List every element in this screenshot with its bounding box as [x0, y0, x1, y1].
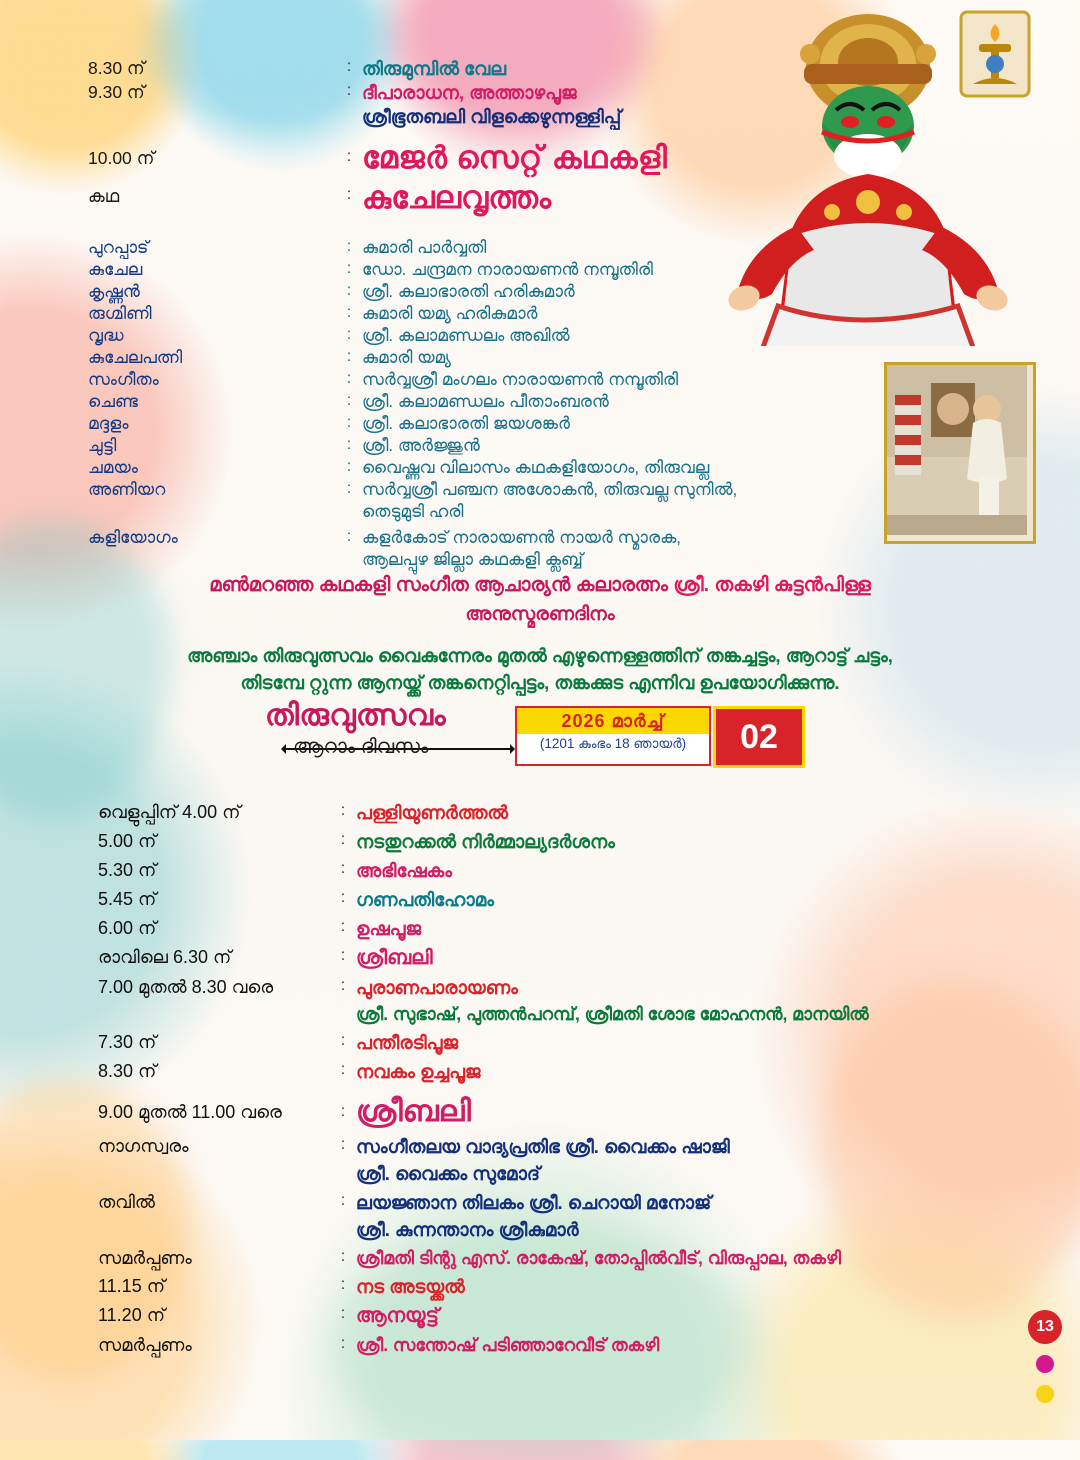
festival-note-line-2: തിടമ്പേ റ്റുന്ന ആനയ്ക്ക് തങ്കനെറ്റിപ്പട്ടം, തങ്കക്കുട എന്നിവ ഉപയോഗിക്കുന്നു.	[240, 672, 840, 693]
schedule-item: അഭിഷേകം	[356, 860, 452, 881]
schedule-item: ദീപാരാധന, അത്താഴപൂജ	[362, 82, 577, 103]
festival-day-banner	[255, 699, 825, 768]
schedule-time: 9.00 മുതൽ 11.00 വരെ	[98, 1101, 282, 1122]
schedule-separator: :	[340, 918, 346, 935]
cast-name: സർവ്വശ്രീ പഞ്ചന അശോകൻ, തിരുവല്ല സുനിൽ,	[362, 480, 738, 499]
schedule-row	[98, 1335, 998, 1356]
day6-schedule-list	[98, 802, 998, 1363]
schedule-sub-item: ശ്രീ. വൈക്കം സുമോദ്	[356, 1163, 540, 1184]
schedule-item: ആനയൂട്ട്	[356, 1305, 439, 1327]
schedule-item: നട അടയ്ക്കൽ	[356, 1276, 465, 1297]
schedule-separator: :	[340, 1248, 346, 1265]
schedule-item: ശ്രീബലി	[356, 1095, 471, 1128]
cast-row	[88, 348, 868, 368]
schedule-item: ഉഷപൂജ	[356, 918, 422, 939]
day-number: 02	[740, 718, 778, 756]
schedule-separator: :	[340, 1305, 346, 1322]
memorial-line-2: അനുസ്മരണദിനം	[465, 604, 615, 625]
cast-separator: :	[346, 326, 352, 343]
schedule-row	[98, 1061, 998, 1083]
schedule-row	[98, 1192, 998, 1214]
cast-separator: :	[346, 480, 352, 497]
schedule-row	[98, 918, 998, 940]
schedule-time: 8.30 ന്	[98, 1061, 157, 1081]
cast-separator: :	[346, 260, 352, 277]
page-number-badge: 13	[1028, 1310, 1062, 1344]
date-box	[515, 706, 711, 766]
cast-role: കൃഷ്ണൻ	[88, 282, 140, 301]
cast-row	[88, 392, 868, 412]
schedule-separator: :	[340, 1032, 346, 1049]
schedule-row	[98, 889, 998, 911]
cast-name: ശ്രീ. കലാഭാരതി ജയശങ്കർ	[362, 414, 570, 433]
cast-role: മദ്ദളം	[88, 414, 129, 433]
cast-role: കളിയോഗം	[88, 528, 178, 547]
festival-note-line-1: അഞ്ചാം തിരുവുത്സവം വൈകുന്നേരം മുതൽ എഴുന്നെള്ളത്തിന് തങ്കച്ചട്ടം, ആറാട്ട് ചട്ടം,	[187, 645, 893, 666]
cast-row	[88, 550, 868, 570]
schedule-separator: :	[340, 1061, 346, 1078]
cast-row	[88, 370, 868, 390]
schedule-item: തിരുമുമ്പിൽ വേല	[362, 58, 507, 79]
schedule-item: ശ്രീഭൂതബലി വിളക്കെഴുന്നള്ളിപ്പ്	[362, 106, 622, 127]
schedule-time: 5.00 ന്	[98, 831, 157, 851]
cast-row	[88, 502, 868, 522]
schedule-item: പുരാണപാരായണം	[356, 977, 518, 998]
cast-name: ശ്രീ. കലാമണ്ഡലം അഖിൽ	[362, 326, 570, 345]
schedule-row	[98, 860, 998, 882]
schedule-separator: :	[340, 947, 346, 964]
nilavilakku-lamp-icon	[955, 6, 1035, 102]
cast-name: ശ്രീ. അർജ്ജുൻ	[362, 436, 480, 455]
schedule-sub-item: ശ്രീ. കുന്നന്താനം ശ്രീകുമാർ	[356, 1219, 579, 1240]
schedule-item: ശ്രീമതി ടിന്റു എസ്. രാകേഷ്, തോപ്പിൽവീട്, വിരുപ്പാല, തകഴി	[356, 1248, 841, 1268]
schedule-separator: :	[340, 889, 346, 906]
schedule-separator: :	[340, 1276, 346, 1293]
cast-separator: :	[346, 348, 352, 365]
cast-name: കുമാരി യമ്യ	[362, 348, 451, 367]
schedule-time: 5.30 ന്	[98, 860, 157, 880]
cast-role: കുചേലപത്നി	[88, 348, 183, 367]
cast-role: അണിയറ	[88, 480, 166, 499]
decorative-dot-magenta	[1036, 1355, 1054, 1373]
decorative-dot-yellow	[1036, 1385, 1054, 1403]
schedule-time: 9.30 ന്	[88, 82, 145, 102]
story-row	[88, 180, 788, 216]
cast-separator: :	[346, 458, 352, 475]
major-set-title: മേജർ സെറ്റ് കഥകളി	[362, 140, 668, 175]
cast-separator: :	[346, 370, 352, 387]
cast-separator: :	[346, 392, 352, 409]
schedule-time: 5.45 ന്	[98, 889, 157, 909]
schedule-separator: :	[346, 82, 352, 99]
cast-list	[88, 238, 868, 572]
schedule-time: തവിൽ	[98, 1192, 155, 1212]
schedule-row	[88, 58, 788, 80]
memorial-photograph	[884, 362, 1036, 544]
schedule-item: പള്ളിയുണർത്തൽ	[356, 802, 509, 823]
schedule-time: 6.00 ന്	[98, 918, 157, 938]
cast-name: സർവ്വശ്രീ മംഗലം നാരായണൻ നമ്പൂതിരി	[362, 370, 679, 389]
cast-name: കളർകോട് നാരായണൻ നായർ സ്മാരക,	[362, 528, 682, 547]
schedule-row	[98, 1136, 998, 1158]
memorial-text-prefix: മൺമറഞ്ഞ കഥകളി സംഗീത ആചാര്യൻ കലാരത്നം	[209, 574, 674, 596]
cast-name: കുമാരി യമ്യ ഹരികുമാർ	[362, 304, 538, 323]
schedule-row	[98, 947, 998, 970]
schedule-time: 7.00 മുതൽ 8.30 വരെ	[98, 977, 274, 997]
schedule-separator: :	[340, 977, 346, 994]
cast-name: ആലപ്പുഴ ജില്ലാ കഥകളി ക്ലബ്ബ്	[362, 550, 583, 569]
schedule-time: സമർപ്പണം	[98, 1248, 192, 1268]
schedule-row	[98, 831, 998, 853]
cast-separator: :	[346, 282, 352, 299]
cast-row	[88, 458, 868, 478]
schedule-item: സംഗീതലയ വാദ്യപ്രതിഭ ശ്രീ. വൈക്കം ഷാജി	[356, 1136, 730, 1157]
memorial-line-1	[0, 574, 1080, 597]
schedule-row	[88, 82, 788, 104]
cast-row	[88, 282, 868, 302]
cast-role: ചുട്ടി	[88, 436, 117, 455]
top-schedule-list	[88, 58, 788, 217]
schedule-separator: :	[340, 831, 346, 848]
schedule-item: പന്തീരടിപൂജ	[356, 1032, 459, 1053]
schedule-time: സമർപ്പണം	[98, 1335, 192, 1355]
schedule-time: നാഗസ്വരം	[98, 1136, 189, 1156]
cast-row	[88, 528, 868, 548]
major-set-row	[88, 140, 788, 176]
schedule-sub-item: ശ്രീ. സുഭാഷ്, പുത്തൻപറമ്പ്, ശ്രീമതി ശോഭ മോഹനൻ, മാനയിൽ	[356, 1004, 869, 1024]
schedule-item: നവകം ഉച്ചപൂജ	[356, 1061, 481, 1082]
schedule-time: 7.30 ന്	[98, 1032, 157, 1052]
cast-role: സംഗീതം	[88, 370, 159, 389]
schedule-separator: :	[346, 148, 352, 165]
schedule-separator: :	[340, 860, 346, 877]
schedule-time: 11.20 ന്	[98, 1305, 166, 1325]
story-label: കഥ	[88, 185, 120, 206]
memorial-honoree-name: ശ്രീ. തകഴി കുട്ടൻപിള്ള	[673, 574, 871, 596]
cast-role: പുറപ്പാട്	[88, 238, 149, 257]
schedule-item: നടതുറക്കൽ നിർമ്മാല്യദർശനം	[356, 831, 615, 852]
cast-separator: :	[346, 528, 352, 545]
schedule-time: 11.15 ന്	[98, 1276, 166, 1296]
schedule-row	[98, 977, 998, 999]
schedule-separator: :	[346, 185, 352, 203]
cast-row	[88, 326, 868, 346]
cast-separator: :	[346, 414, 352, 431]
cast-row	[88, 238, 868, 258]
schedule-item: ശ്രീബലി	[356, 947, 433, 969]
schedule-separator: :	[340, 802, 346, 819]
major-set-time: 10.00 ന്	[88, 148, 155, 168]
banner-year-month: 2026 മാർച്ച്	[517, 708, 709, 734]
schedule-row	[98, 1305, 998, 1328]
cast-name: ശ്രീ. കലാഭാരതി ഹരികുമാർ	[362, 282, 575, 301]
schedule-row	[98, 1276, 998, 1298]
cast-separator: :	[346, 304, 352, 321]
story-title: കുചേലവൃത്തം	[362, 179, 551, 215]
schedule-time: വെളുപ്പിന് 4.00 ന്	[98, 802, 241, 822]
cast-separator: :	[346, 436, 352, 453]
cast-row	[88, 480, 868, 500]
schedule-time: രാവിലെ 6.30 ന്	[98, 947, 232, 967]
schedule-item: ശ്രീ. സന്തോഷ് പടിഞ്ഞാറേവീട് തകഴി	[356, 1335, 660, 1355]
schedule-separator: :	[340, 1192, 346, 1209]
cast-row	[88, 304, 868, 324]
cast-name: കുമാരി പാർവ്വതി	[362, 238, 487, 257]
cast-role: കുചേല	[88, 260, 143, 279]
schedule-separator: :	[346, 58, 352, 75]
schedule-row	[88, 106, 788, 128]
banner-subtitle: ആറാം ദിവസം	[293, 736, 429, 758]
schedule-separator: :	[340, 1136, 346, 1153]
day-number-box	[713, 706, 805, 768]
cast-separator: :	[346, 238, 352, 255]
cast-role: ചെണ്ട	[88, 392, 138, 411]
schedule-item: ഗണപതിഹോമം	[356, 889, 494, 910]
cast-role: വൃദ്ധ	[88, 326, 124, 345]
cast-row	[88, 414, 868, 434]
cast-role: രുഗ്മിണി	[88, 304, 152, 323]
schedule-separator: :	[340, 1335, 346, 1352]
cast-role: ചമയം	[88, 458, 138, 477]
banner-title: തിരുവുത്സവം	[265, 699, 447, 732]
cast-row	[88, 436, 868, 456]
cast-name: തെടുമുടി ഹരി	[362, 502, 464, 521]
schedule-time: 8.30 ന്	[88, 58, 145, 78]
banner-malayalam-date: (1201 കുംഭം 18 ഞായർ)	[539, 736, 687, 751]
schedule-row	[98, 1248, 998, 1269]
cast-name: ഡോ. ചന്ദ്രമന നാരായണൻ നമ്പൂതിരി	[362, 260, 653, 279]
cast-name: ശ്രീ. കലാമണ്ഡലം പീതാംബരൻ	[362, 392, 609, 411]
cast-name: വൈഷ്ണവ വിലാസം കഥകളിയോഗം, തിരുവല്ല	[362, 458, 710, 477]
schedule-separator: :	[340, 1103, 346, 1120]
cast-row	[88, 260, 868, 280]
schedule-row	[98, 802, 998, 824]
schedule-item: ലയജ്ഞാന തിലകം ശ്രീ. ചെറായി മനോജ്	[356, 1192, 712, 1213]
schedule-row	[98, 1032, 998, 1054]
schedule-row	[98, 1095, 998, 1129]
